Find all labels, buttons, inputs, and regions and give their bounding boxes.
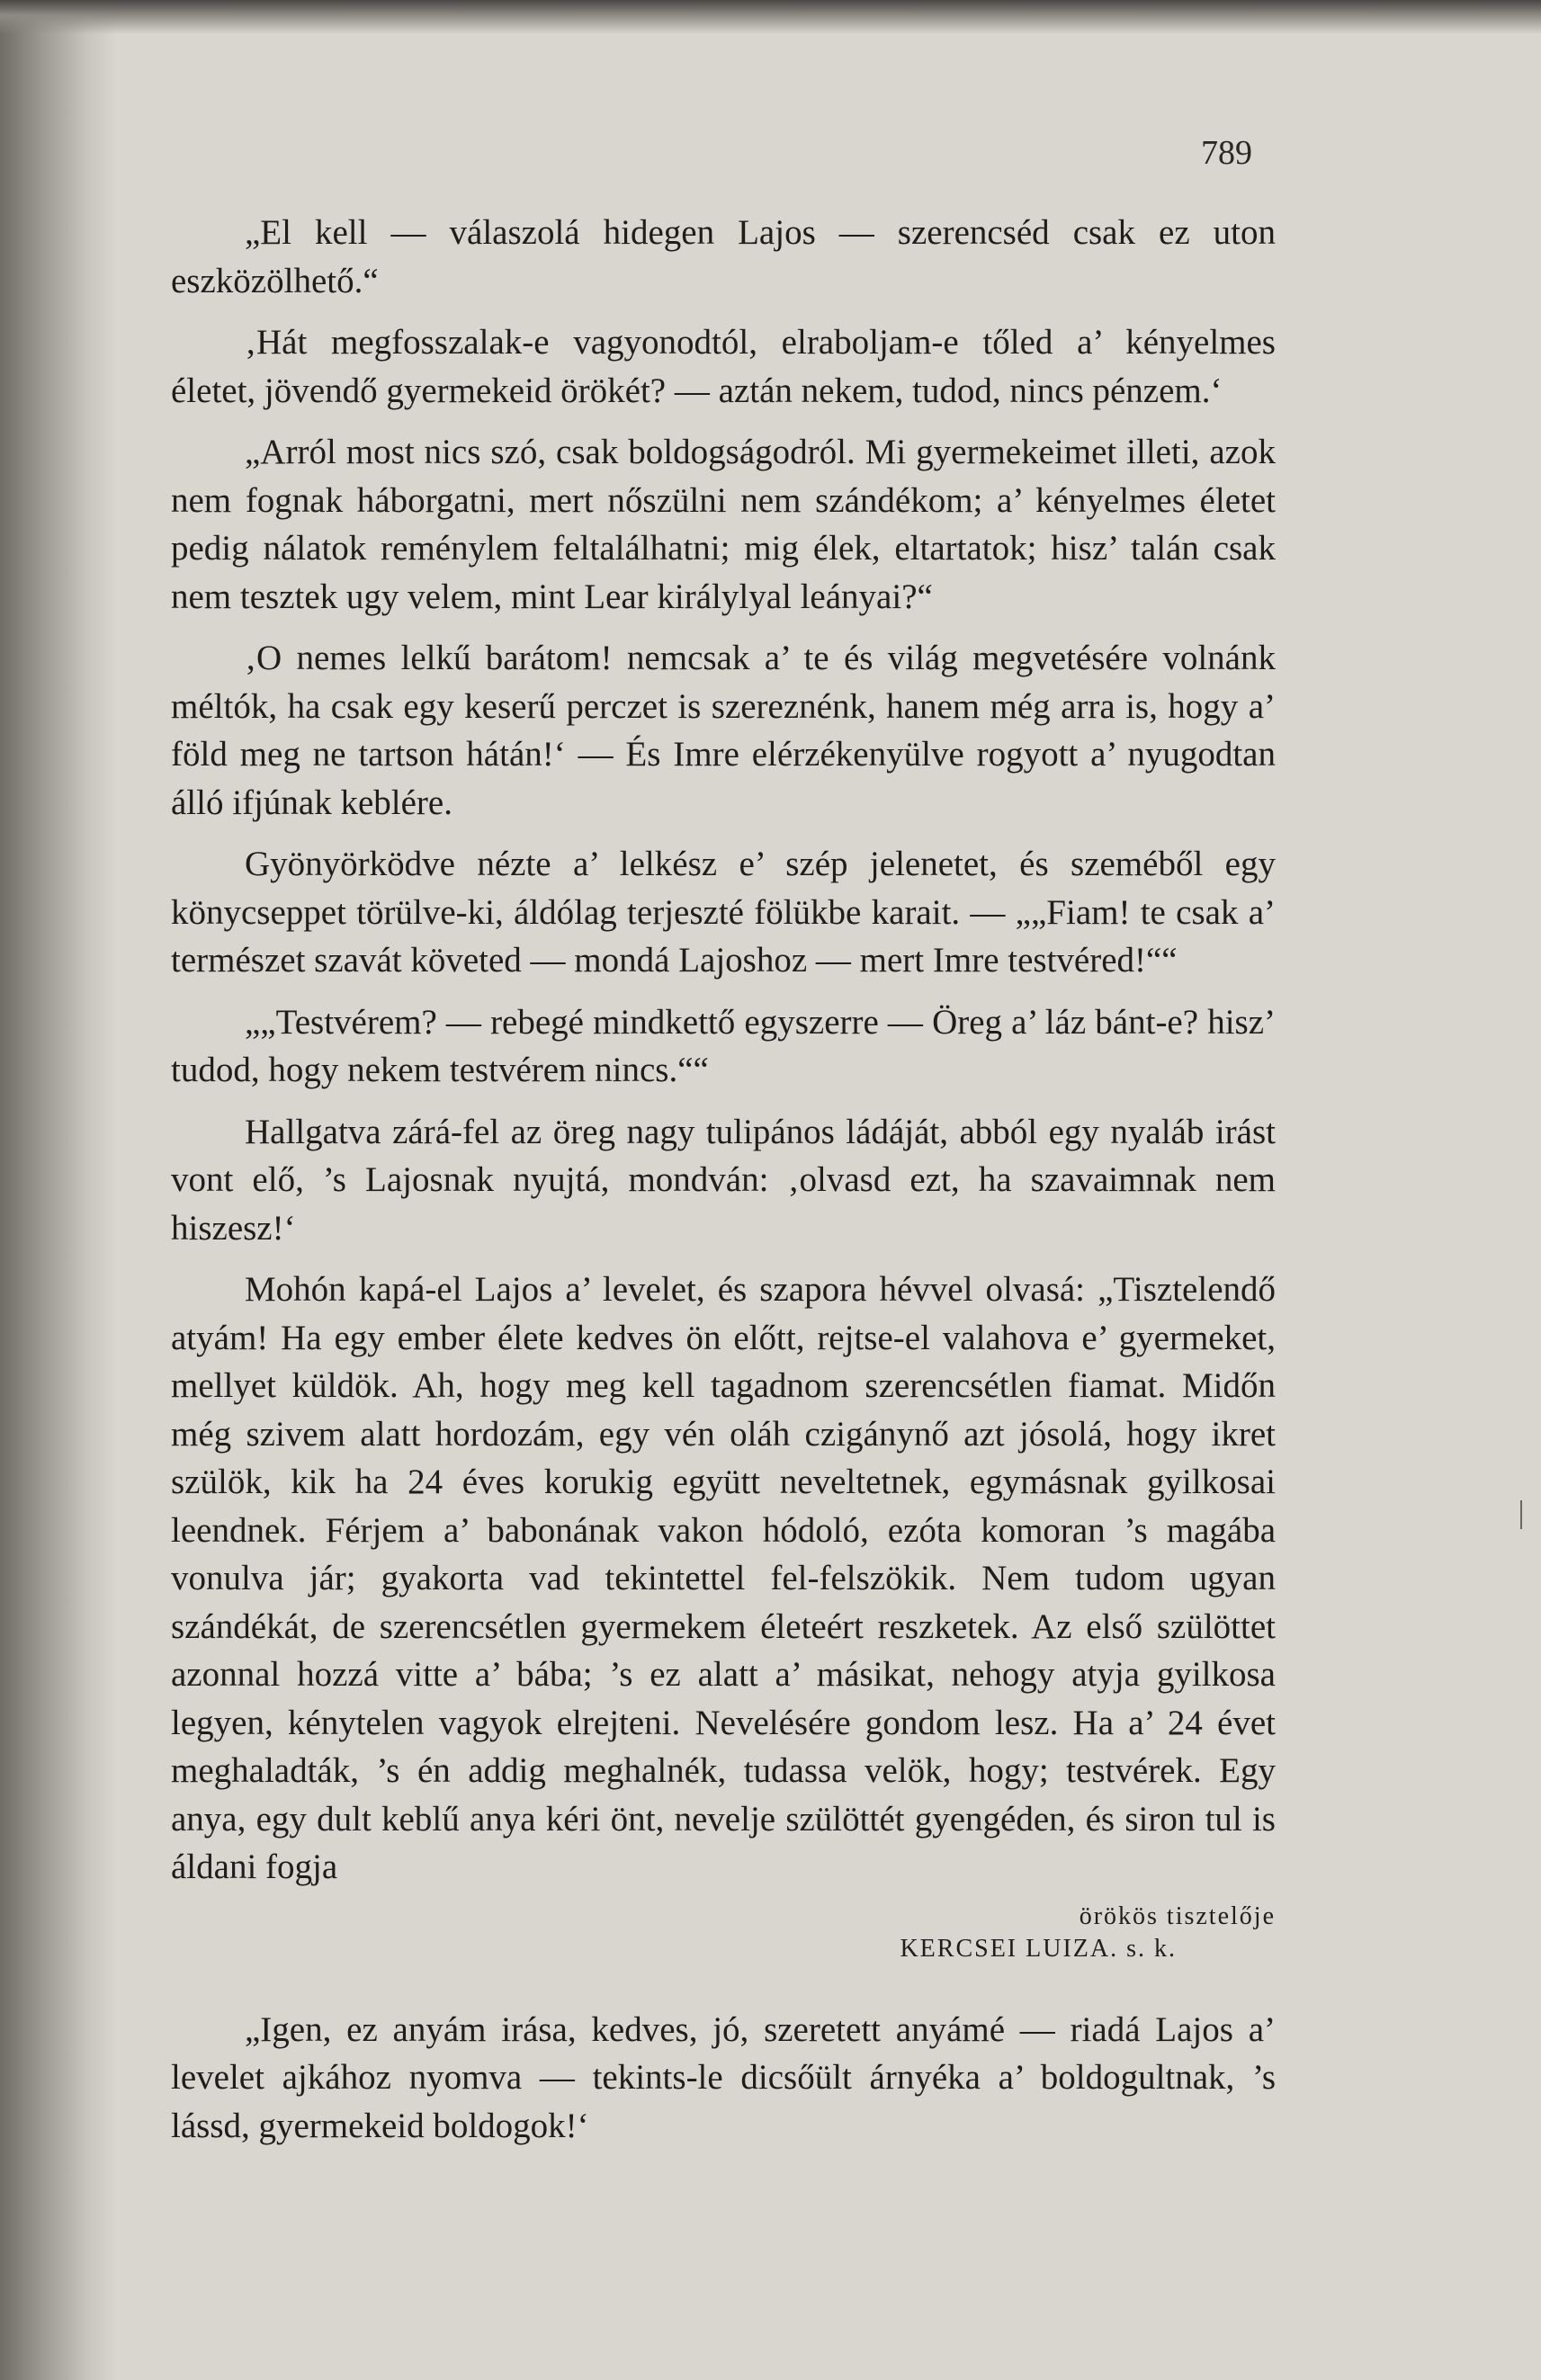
- letter-signoff: örökös tisztelője: [1079, 1901, 1276, 1930]
- paragraph-8-letter: Mohón kapá-el Lajos a’ levelet, és szapora hévvel olvasá: „Tisztelendő atyám! Ha egy ember élete kedves ön előtt, rejtse-el valahova e’ gyermeket, mellyet küldök. Ah, hogy meg kell tagadnom szerencsétlen fiamat. Midőn még szivem alatt hordozám, egy vén oláh czigánynő azt jósolá, hogy ikret szülök, kik ha 24 éves korukig együtt neveltetnek, egymásnak gyilkosai leendnek. Férjem a’ babonának vakon hódoló, ezóta komoran ’s magába vonulva jár; gyakorta vad tekintettel fel-felszökik. Nem tudom ugyan szándékát, de szerencsétlen gyermekem életeért reszketek. Az első szülöttet azonnal hozzá vitte a’ bába; ’s ez alatt a’ másikat, nehogy atyja gyilkosa legyen, kénytelen vagyok elrejteni. Nevelésére gondom lesz. Ha a’ 24 évet meghaladták, ’s én addig meghalnék, tudassa velök, hogy; testvérek. Egy anya, egy dult keblű anya kéri önt, nevelje szülöttét gyengéden, és siron tul is áldani fogja: [171, 1270, 1276, 1886]
- paragraph-2: ‚Hát megfosszalak-e vagyonodtól, elraboljam-e tőled a’ kényelmes életet, jövendő gyermekeid örökét? — aztán nekem, tudod, nincs pénzem.‘: [171, 323, 1276, 410]
- paragraph-final: „Igen, ez anyám irása, kedves, jó, szeretett anyámé — riadá Lajos a’ levelet ajkához nyomva — tekints-le dicsőült árnyéka a’ boldogultnak, ’s lássd, gyermekeid boldogok!‘: [171, 2009, 1276, 2145]
- paragraph-7: Hallgatva zárá-fel az öreg nagy tulipános ládáját, abból egy nyaláb irást vont elő, ’s Lajosnak nyujtá, mondván: ‚olvasd ezt, ha szavaimnak nem hiszesz!‘: [171, 1112, 1276, 1248]
- binding-shadow: [0, 0, 117, 2380]
- page-body: [171, 209, 1276, 2163]
- page-top-edge: [0, 0, 1541, 34]
- paragraph-6: „„Testvérem? — rebegé mindkettő egyszerre — Öreg a’ láz bánt-e? hisz’ tudod, hogy nekem testvérem nincs.““: [171, 1002, 1276, 1089]
- page-number: 789: [1201, 134, 1252, 172]
- paragraph-1: „El kell — válaszolá hidegen Lajos — szerencséd csak ez uton eszközölhető.“: [171, 213, 1276, 300]
- margin-mark: [1520, 1500, 1522, 1529]
- paragraph-3: „Arról most nics szó, csak boldogságodról. Mi gyermekeimet illeti, azok nem fognak háborgatni, mert nőszülni nem szándékom; a’ kényelmes életet pedig nálatok reménylem feltalálhatni; mig élek, eltartatok; hisz’ talán csak nem tesztek ugy velem, mint Lear királylyal leányai?“: [171, 433, 1276, 616]
- paragraph-5: Gyönyörködve nézte a’ lelkész e’ szép jelenetet, és szeméből egy könycseppet törülve-ki, áldólag terjeszté fölükbe karait. — „„Fiam! te csak a’ természet szavát követed — mondá Lajoshoz — mert Imre testvéred!““: [171, 845, 1276, 980]
- paragraph-4: ‚O nemes lelkű barátom! nemcsak a’ te és világ megvetésére volnánk méltók, ha csak egy keserű perczet is szereznénk, hanem még arra is, hogy a’ föld meg ne tartson hátán!‘ — És Imre elérzékenyülve rogyott a’ nyugodtan álló ifjúnak keblére.: [171, 639, 1276, 822]
- letter-signature: KERCSEI LUIZA. s. k.: [900, 1934, 1177, 1963]
